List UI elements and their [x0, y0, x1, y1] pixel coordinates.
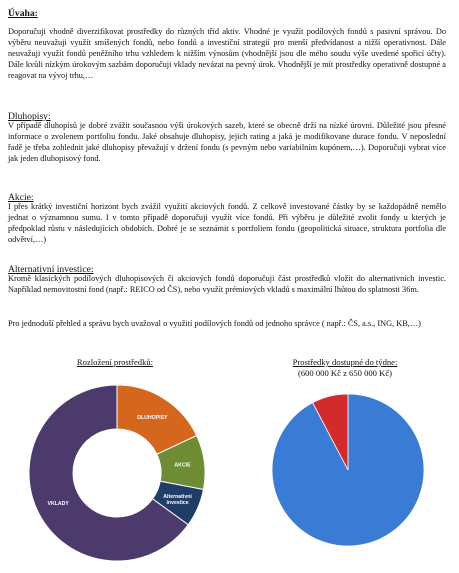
- doughnut-label-2: Alternativní investice: [163, 494, 192, 507]
- heading-dluhopisy: Dluhopisy:: [8, 111, 51, 122]
- availability-pie-chart: [268, 390, 428, 550]
- heading-alternativni: Alternativní investice:: [8, 264, 94, 275]
- doughnut-label-3: VKLADY: [47, 500, 69, 507]
- paragraph-alternativni: Kromě klasických podílových dluhopisových či akciových fondů doporučuji část prostředků vložit do alternativních investic. Například nemovitostní fond (např.: REICO od ČS), nebo využít prémiových vkladů s maximální lhůtou do splatnosti 36m.: [8, 274, 446, 294]
- heading-akcie: Akcie:: [8, 192, 34, 203]
- right-chart-subtitle: (600 000 Kč z 650 000 Kč): [297, 368, 393, 378]
- paragraph-dluhopisy: V případě dluhopisů je dobré zvážit současnou výši úrokových sazeb, které se obecně drží na nízké úrovni. Důležité jsou přesné informace o zvolenem portfoliu fondu. Jaké obsahuje dluhopisy, jejich rating a jaká je modifikovane durace fondu. V neposlední řadě je třeba zohlednit jaké dluhopisy převažují v držení fondu (s pevným nebo variabilním kupónem,…). Doporučuji vybrat více jak jeden dluhopisový fond.: [8, 121, 446, 163]
- allocation-doughnut-chart: [22, 378, 212, 568]
- paragraph-uvaha: Doporučuji vhodně diverzifikovat prostředky do různých tříd aktiv. Vhodné je využít podílových fondů s pasivní správou. Do výběru neuvažuji využít smíšených fondů, nebo fondů a investiční strategií pro menší předvídanost a nižší operativnost. Dále neuvažuji využít fondů peněžního trhu vzhledem k nižším výnosům (vhodnější jsou dle mého soudu výše uvedené spořicí účty). Dále kvůli nízkým úrokovým sazbám doporučuji vklady nevázat na pevný úrok. Vhodnější je mít prostředky operativně dostupné a reagovat na vývoj trhu,…: [8, 27, 446, 80]
- heading-uvaha: Úvaha:: [8, 8, 38, 19]
- doughnut-label-0: DLUHOPISY: [137, 415, 168, 422]
- left-chart-title: Rozložení prostředků:: [76, 357, 154, 367]
- paragraph-closing: Pro jednoduší přehled a správu bych uvažoval o využití podílových fondů od jednoho správce ( např.: ČS, a.s., ING, KB,…): [8, 319, 421, 328]
- right-chart-title: Prostředky dostupné do týdne:: [292, 357, 398, 367]
- doughnut-label-1: AKCIE: [174, 462, 191, 469]
- paragraph-akcie: I přes krátký investiční horizont bych zvážil využití akciových fondů. Z celkově investované částky by se každopádně nemělo jednat o významnou sumu. I v tomto případě doporučuji využít více fondů. Při výběru je důležité zvolit fondy u kterých je předpoklad růstu v následujících obdobích. Dobré je se seznámit s portfoliem fondu (geopolitická situace, struktura portfolia dle odvětví,…): [8, 202, 446, 244]
